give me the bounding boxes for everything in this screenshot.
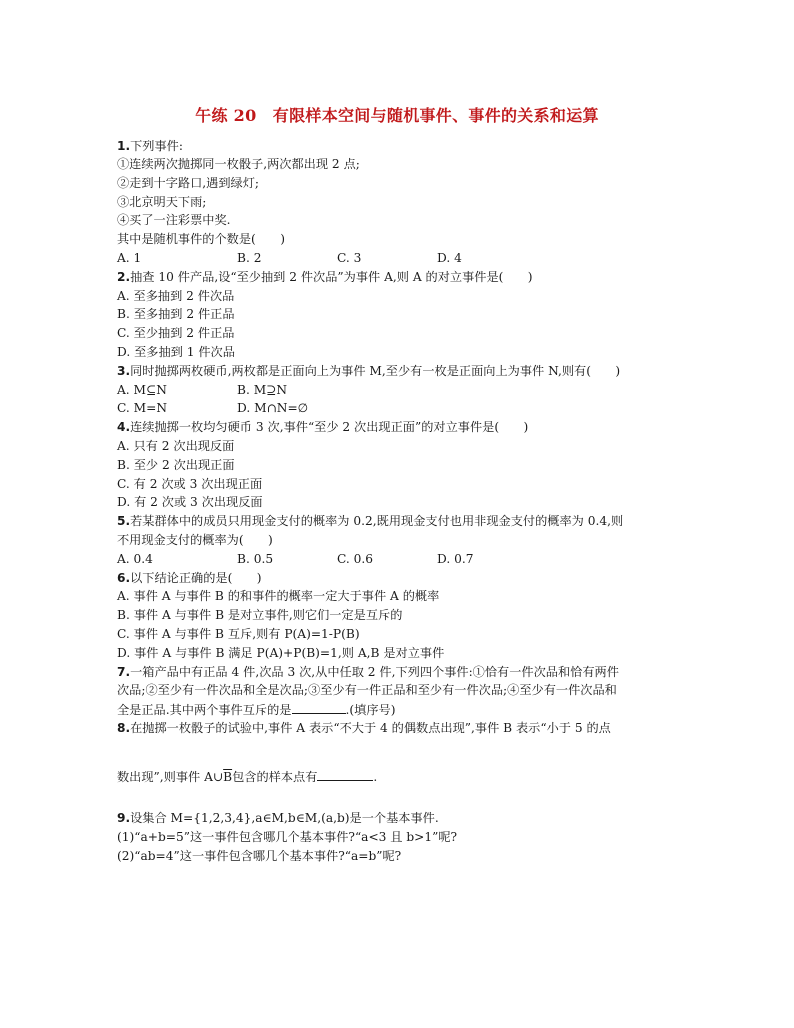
question-number: 9. <box>117 811 131 825</box>
question-number: 2. <box>117 270 131 284</box>
option-c: C. 至少抽到 2 件正品 <box>117 326 235 340</box>
option-a: A. M⊆N <box>117 383 167 397</box>
question-1-stem: 1.下列事件: <box>117 139 183 153</box>
option-a: A. 1 <box>117 251 142 265</box>
option-d: D. 0.7 <box>437 552 474 566</box>
question-number: 7. <box>117 665 131 679</box>
question-number: 6. <box>117 571 131 585</box>
option-d: D. 事件 A 与事件 B 满足 P(A)+P(B)=1,则 A,B 是对立事件 <box>117 646 445 660</box>
option-c: C. M=N <box>117 401 167 415</box>
question-9-sub-2: (2)“ab=4”这一事件包含哪几个基本事件?“a=b”呢? <box>117 849 402 863</box>
question-3-stem: 3.同时抛掷两枚硬币,两枚都是正面向上为事件 M,至少有一枚是正面向上为事件 N,则有( ) <box>117 364 621 378</box>
option-a: A. 至多抽到 2 件次品 <box>117 289 235 303</box>
option-d: D. 有 2 次或 3 次出现反面 <box>117 495 263 509</box>
question-number: 3. <box>117 364 131 378</box>
question-number: 5. <box>117 514 131 528</box>
question-4-stem: 4.连续抛掷一枚均匀硬币 3 次,事件“至少 2 次出现正面”的对立事件是( ) <box>117 420 529 434</box>
option-a: A. 0.4 <box>117 552 153 566</box>
question-number: 4. <box>117 420 131 434</box>
question-9-sub-1: (1)“a+b=5”这一事件包含哪几个基本事件?“a<3 且 b>1”呢? <box>117 830 458 844</box>
question-5-stem-cont: 不用现金支付的概率为( ) <box>117 533 273 547</box>
option-b: B. M⊇N <box>237 383 288 397</box>
question-7-stem: 7.一箱产品中有正品 4 件,次品 3 次,从中任取 2 件,下列四个事件:①恰有一件次品和恰有两件 <box>117 665 619 679</box>
option-c: C. 0.6 <box>337 552 374 566</box>
page-title: 午练 20 有限样本空间与随机事件、事件的关系和运算 <box>195 106 599 125</box>
question-1-ask: 其中是随机事件的个数是( ) <box>117 232 285 246</box>
question-6-stem: 6.以下结论正确的是( ) <box>117 571 262 585</box>
complement-b: $\overline{B}$ <box>223 770 233 784</box>
option-b: B. 事件 A 与事件 B 是对立事件,则它们一定是互斥的 <box>117 608 403 622</box>
question-8-stem: 8.在抛掷一枚骰子的试验中,事件 A 表示“不大于 4 的偶数点出现”,事件 B 表示“小于 5 的点 <box>117 721 611 735</box>
option-c: C. 3 <box>337 251 362 265</box>
question-9-stem: 9.设集合 M={1,2,3,4},a∈M,b∈M,(a,b)是一个基本事件. <box>117 811 439 825</box>
option-b: B. 至少 2 次出现正面 <box>117 458 235 472</box>
option-b: B. 至多抽到 2 件正品 <box>117 307 235 321</box>
answer-blank[interactable] <box>292 702 346 714</box>
question-1-item: ③北京明天下雨; <box>117 195 207 209</box>
option-b: B. 0.5 <box>237 552 274 566</box>
answer-blank[interactable] <box>317 769 373 781</box>
option-c: C. 有 2 次或 3 次出现正面 <box>117 477 263 491</box>
question-2-stem: 2.抽查 10 件产品,设“至少抽到 2 件次品”为事件 A,则 A 的对立事件是( ) <box>117 270 533 284</box>
question-5-stem: 5.若某群体中的成员只用现金支付的概率为 0.2,既用现金支付也用非现金支付的概率为 0.4,则 <box>117 514 624 528</box>
option-d: D. M∩N=∅ <box>237 401 309 415</box>
option-a: A. 只有 2 次出现反面 <box>117 439 235 453</box>
option-d: D. 至多抽到 1 件次品 <box>117 345 235 359</box>
question-1-item: ④买了一注彩票中奖. <box>117 213 231 227</box>
question-1-item: ①连续两次抛掷同一枚骰子,两次都出现 2 点; <box>117 157 360 171</box>
question-7-stem-cont: 次品;②至少有一件次品和全是次品;③至少有一件正品和至少有一件次品;④至少有一件次品和 <box>117 683 617 697</box>
option-c: C. 事件 A 与事件 B 互斥,则有 P(A)=1-P(B) <box>117 627 360 641</box>
question-number: 1. <box>117 139 131 153</box>
question-1-item: ②走到十字路口,遇到绿灯; <box>117 176 260 190</box>
option-a: A. 事件 A 与事件 B 的和事件的概率一定大于事件 A 的概率 <box>117 589 440 603</box>
option-b: B. 2 <box>237 251 262 265</box>
question-number: 8. <box>117 721 131 735</box>
question-8-stem-cont: 数出现”,则事件 $A\cup\overline{B}$包含的样本点有 . <box>117 770 378 784</box>
option-d: D. 4 <box>437 251 462 265</box>
question-7-stem-cont: 全是正品.其中两个事件互斥的是 .(填序号) <box>117 703 396 717</box>
